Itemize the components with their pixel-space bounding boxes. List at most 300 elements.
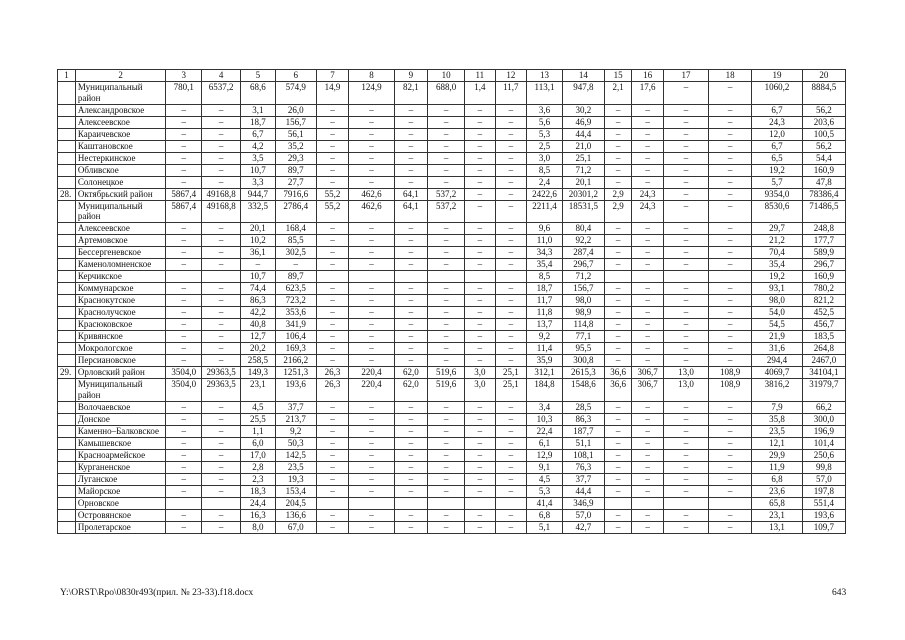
table-cell: 2,3 [241,473,276,485]
row-name-cell: Алексеевское [75,116,165,128]
column-header: 4 [202,70,241,82]
table-cell: 780,2 [802,283,845,295]
table-cell: 6,8 [527,509,563,521]
table-cell: – [709,247,752,259]
table-cell: – [495,331,527,343]
table-cell: 23,1 [752,509,802,521]
table-cell: – [166,104,202,116]
table-cell: 9,2 [527,331,563,343]
table-cell: 3,0 [465,379,496,402]
table-row [58,235,846,247]
table-cell: 29,7 [752,223,802,235]
table-cell: 36,6 [604,379,631,402]
table-cell: – [394,485,428,497]
table-cell: – [632,521,664,533]
row-number-cell [58,235,76,247]
table-cell: 17,6 [632,82,664,105]
data-table-container [57,69,846,534]
table-cell: – [709,283,752,295]
table-cell: – [604,259,631,271]
table-cell [202,497,241,509]
table-cell: – [604,283,631,295]
row-number-cell [58,485,76,497]
table-cell: 92,2 [562,235,604,247]
table-cell: – [316,413,349,425]
table-cell: 109,7 [802,521,845,533]
table-cell: – [202,152,241,164]
table-cell: 76,3 [562,461,604,473]
table-cell: – [632,116,664,128]
table-cell: 723,2 [275,295,316,307]
table-row [58,461,846,473]
table-cell: 7916,6 [275,188,316,200]
table-cell: – [202,164,241,176]
table-row [58,82,846,105]
table-cell: 56,2 [802,104,845,116]
table-row [58,473,846,485]
column-header: 10 [428,70,465,82]
row-name-cell: Краснокутское [75,295,165,307]
table-row [58,355,846,367]
table-cell: 9,2 [275,425,316,437]
table-cell: 3,1 [241,104,276,116]
row-name-cell: Каменоломненское [75,259,165,271]
table-cell: – [465,176,496,188]
table-cell: 3,4 [527,401,563,413]
table-cell: – [709,509,752,521]
row-name-cell: Орловский район [75,367,165,379]
table-cell: 82,1 [394,82,428,105]
table-cell: – [632,509,664,521]
table-cell: – [604,521,631,533]
table-cell: – [394,307,428,319]
table-cell: 6537,2 [202,82,241,105]
table-cell: – [604,425,631,437]
table-cell: – [604,437,631,449]
table-cell: 5,3 [527,128,563,140]
table-cell: – [465,331,496,343]
table-cell: – [604,461,631,473]
table-cell: – [394,104,428,116]
table-cell: – [495,200,527,223]
table-cell: – [495,223,527,235]
table-cell: 6,7 [752,140,802,152]
table-cell: 50,3 [275,437,316,449]
column-header: 16 [632,70,664,82]
table-cell: 54,4 [802,152,845,164]
table-cell: – [663,104,708,116]
table-cell: – [166,449,202,461]
table-cell: – [349,319,394,331]
table-cell: – [632,473,664,485]
footer-page-number: 643 [832,588,847,598]
table-cell: – [604,319,631,331]
table-row [58,437,846,449]
table-cell: 80,4 [562,223,604,235]
row-number-cell [58,461,76,473]
column-header: 19 [752,70,802,82]
row-number-cell [58,152,76,164]
row-name-cell: Муниципальный район [75,379,165,402]
table-cell: 6,7 [752,104,802,116]
table-cell: – [709,223,752,235]
table-row [58,449,846,461]
table-cell: 250,6 [802,449,845,461]
table-cell: – [428,521,465,533]
table-cell: 35,8 [752,413,802,425]
table-cell: – [632,259,664,271]
table-cell: – [202,413,241,425]
table-row [58,425,846,437]
table-cell: – [632,461,664,473]
table-cell: – [166,413,202,425]
table-cell: 27,7 [275,176,316,188]
table-cell: 70,4 [752,247,802,259]
table-cell: 98,0 [752,295,802,307]
table-row [58,307,846,319]
table-cell: – [394,413,428,425]
table-cell: 2,9 [604,200,631,223]
table-cell: – [166,485,202,497]
table-cell: 177,7 [802,235,845,247]
table-cell: – [316,437,349,449]
table-cell [349,497,394,509]
table-cell: 24,3 [752,116,802,128]
table-cell: – [349,164,394,176]
table-cell: 98,9 [562,307,604,319]
table-cell: – [428,307,465,319]
table-cell: 258,5 [241,355,276,367]
table-cell: 37,7 [562,473,604,485]
table-cell: 44,4 [562,485,604,497]
row-name-cell: Алексеевское [75,223,165,235]
table-cell: – [202,521,241,533]
table-cell: – [349,331,394,343]
table-cell: 23,5 [752,425,802,437]
table-cell: – [465,521,496,533]
table-cell: 56,1 [275,128,316,140]
row-number-cell [58,116,76,128]
table-cell: – [495,509,527,521]
table-cell: – [349,283,394,295]
table-cell: – [709,425,752,437]
table-cell: 98,0 [562,295,604,307]
table-cell: 29363,5 [202,379,241,402]
table-cell: – [663,128,708,140]
table-cell: – [202,223,241,235]
table-cell: 7,9 [752,401,802,413]
table-row [58,116,846,128]
column-header: 8 [349,70,394,82]
table-cell: 26,3 [316,367,349,379]
table-row [58,509,846,521]
row-name-cell: Бессергеневское [75,247,165,259]
table-cell: – [604,509,631,521]
table-cell: 26,3 [316,379,349,402]
data-table [57,69,846,534]
table-row [58,140,846,152]
table-cell [428,497,465,509]
table-cell: – [428,331,465,343]
table-cell: 14,9 [316,82,349,105]
table-cell: – [166,295,202,307]
row-number-cell [58,176,76,188]
row-number-cell [58,259,76,271]
table-cell: 77,1 [562,331,604,343]
table-cell: 67,0 [275,521,316,533]
table-cell: 30,2 [562,104,604,116]
table-cell: 78386,4 [802,188,845,200]
table-cell: – [166,164,202,176]
table-cell: – [166,319,202,331]
table-cell: 2,8 [241,461,276,473]
table-cell: 17,0 [241,449,276,461]
table-cell: – [202,128,241,140]
table-cell: 85,5 [275,235,316,247]
table-cell: – [465,485,496,497]
table-cell: – [428,283,465,295]
table-cell: 55,2 [316,200,349,223]
table-cell [465,271,496,283]
table-cell: – [316,259,349,271]
table-cell: – [632,140,664,152]
table-row [58,331,846,343]
table-cell: – [428,461,465,473]
table-cell: – [604,235,631,247]
table-cell: 452,5 [802,307,845,319]
table-cell [495,497,527,509]
table-row [58,485,846,497]
table-row [58,259,846,271]
table-cell: 332,5 [241,200,276,223]
table-cell: 193,6 [275,379,316,402]
table-cell: – [663,235,708,247]
table-cell: 3,5 [241,152,276,164]
table-cell: – [428,152,465,164]
table-cell: 23,1 [241,379,276,402]
table-cell: – [316,319,349,331]
table-cell: 2,5 [527,140,563,152]
table-cell: – [632,283,664,295]
header-row [58,70,846,82]
table-cell: – [316,223,349,235]
table-cell: – [316,343,349,355]
table-cell: 42,2 [241,307,276,319]
table-cell: 5,6 [527,116,563,128]
table-cell: 20,1 [562,176,604,188]
table-cell: – [316,401,349,413]
row-name-cell: Островянское [75,509,165,521]
table-cell: – [604,247,631,259]
table-cell: – [349,152,394,164]
table-cell: – [604,413,631,425]
table-row [58,343,846,355]
table-cell: – [663,449,708,461]
table-cell: 26,0 [275,104,316,116]
table-cell: 34,3 [527,247,563,259]
table-cell: 6,0 [241,437,276,449]
table-cell: – [349,104,394,116]
table-cell: – [495,401,527,413]
table-cell: – [604,152,631,164]
table-cell: – [604,355,631,367]
table-cell: 56,2 [802,140,845,152]
table-cell: – [166,247,202,259]
table-cell: – [349,401,394,413]
table-cell: – [316,247,349,259]
table-cell: – [465,343,496,355]
table-cell: – [202,295,241,307]
table-cell: – [166,425,202,437]
table-cell: – [202,449,241,461]
table-cell: – [349,247,394,259]
row-number-cell [58,355,76,367]
table-cell: – [316,425,349,437]
row-number-cell [58,128,76,140]
table-cell: 35,4 [527,259,563,271]
table-cell: – [316,152,349,164]
row-number-cell [58,200,76,223]
table-cell: 16,3 [241,509,276,521]
table-cell: – [394,247,428,259]
table-cell: 2786,4 [275,200,316,223]
table-cell: 1,4 [465,82,496,105]
table-cell: 537,2 [428,188,465,200]
table-cell: 108,9 [709,367,752,379]
table-cell: – [709,521,752,533]
table-cell: – [632,307,664,319]
table-cell: 8884,5 [802,82,845,105]
table-cell: – [663,473,708,485]
row-name-cell: Артемовское [75,235,165,247]
row-number-cell [58,82,76,105]
table-cell: – [663,401,708,413]
table-row [58,497,846,509]
table-cell: – [709,413,752,425]
table-cell: – [166,152,202,164]
row-name-cell: Мокрологское [75,343,165,355]
table-cell: – [663,319,708,331]
table-cell: – [663,437,708,449]
column-header: 17 [663,70,708,82]
table-cell: – [316,355,349,367]
table-cell: – [428,128,465,140]
table-cell: – [394,437,428,449]
table-cell: – [394,461,428,473]
table-cell: 184,8 [527,379,563,402]
row-number-cell [58,425,76,437]
table-cell: 41,4 [527,497,563,509]
table-cell: 4,5 [241,401,276,413]
table-cell: – [202,343,241,355]
table-cell: – [465,509,496,521]
table-cell: 346,9 [562,497,604,509]
table-cell: 4,2 [241,140,276,152]
table-cell: – [465,295,496,307]
table-cell: – [166,355,202,367]
table-cell: – [495,461,527,473]
table-cell: – [166,509,202,521]
table-cell: 18,3 [241,485,276,497]
table-cell: – [465,104,496,116]
table-cell: 341,9 [275,319,316,331]
table-cell: 64,1 [394,200,428,223]
table-cell [709,271,752,283]
table-cell: – [166,331,202,343]
table-cell: 18,7 [527,283,563,295]
table-cell: 153,4 [275,485,316,497]
table-cell: – [428,509,465,521]
table-cell: – [632,247,664,259]
column-header: 12 [495,70,527,82]
table-cell: 1,1 [241,425,276,437]
table-cell: – [394,473,428,485]
table-cell: – [394,152,428,164]
table-row [58,200,846,223]
table-cell: 353,6 [275,307,316,319]
column-header: 14 [562,70,604,82]
table-cell: 160,9 [802,271,845,283]
table-cell: 203,6 [802,116,845,128]
table-cell: 136,6 [275,509,316,521]
row-number-cell [58,401,76,413]
table-cell: 5,1 [527,521,563,533]
table-cell: – [316,331,349,343]
table-cell: 294,4 [752,355,802,367]
table-cell: – [663,485,708,497]
row-number-cell [58,319,76,331]
table-cell: 113,1 [527,82,563,105]
table-cell: – [166,116,202,128]
row-number-cell [58,343,76,355]
table-cell: – [465,164,496,176]
table-cell: – [465,413,496,425]
table-row [58,164,846,176]
table-cell: 168,4 [275,223,316,235]
table-cell: 248,8 [802,223,845,235]
table-cell: – [349,116,394,128]
table-cell: 9,1 [527,461,563,473]
table-row [58,128,846,140]
table-cell: 13,7 [527,319,563,331]
table-cell: 11,0 [527,235,563,247]
row-name-cell: Донское [75,413,165,425]
table-cell: – [663,164,708,176]
table-cell: 300,8 [562,355,604,367]
table-cell: 47,8 [802,176,845,188]
table-row [58,104,846,116]
table-cell: – [604,473,631,485]
table-cell: – [709,461,752,473]
table-cell: – [495,521,527,533]
table-cell: 220,4 [349,367,394,379]
table-cell: 169,3 [275,343,316,355]
row-number-cell: 29. [58,367,76,379]
row-number-cell [58,379,76,402]
table-cell: – [202,116,241,128]
table-cell: – [709,485,752,497]
table-cell: – [465,152,496,164]
table-cell: 29,9 [752,449,802,461]
table-cell: – [632,104,664,116]
table-cell: 25,1 [495,379,527,402]
table-cell: – [349,307,394,319]
table-cell: 64,1 [394,188,428,200]
row-name-cell: Камышевское [75,437,165,449]
table-cell: – [709,188,752,200]
table-cell: – [428,176,465,188]
table-cell: – [316,104,349,116]
